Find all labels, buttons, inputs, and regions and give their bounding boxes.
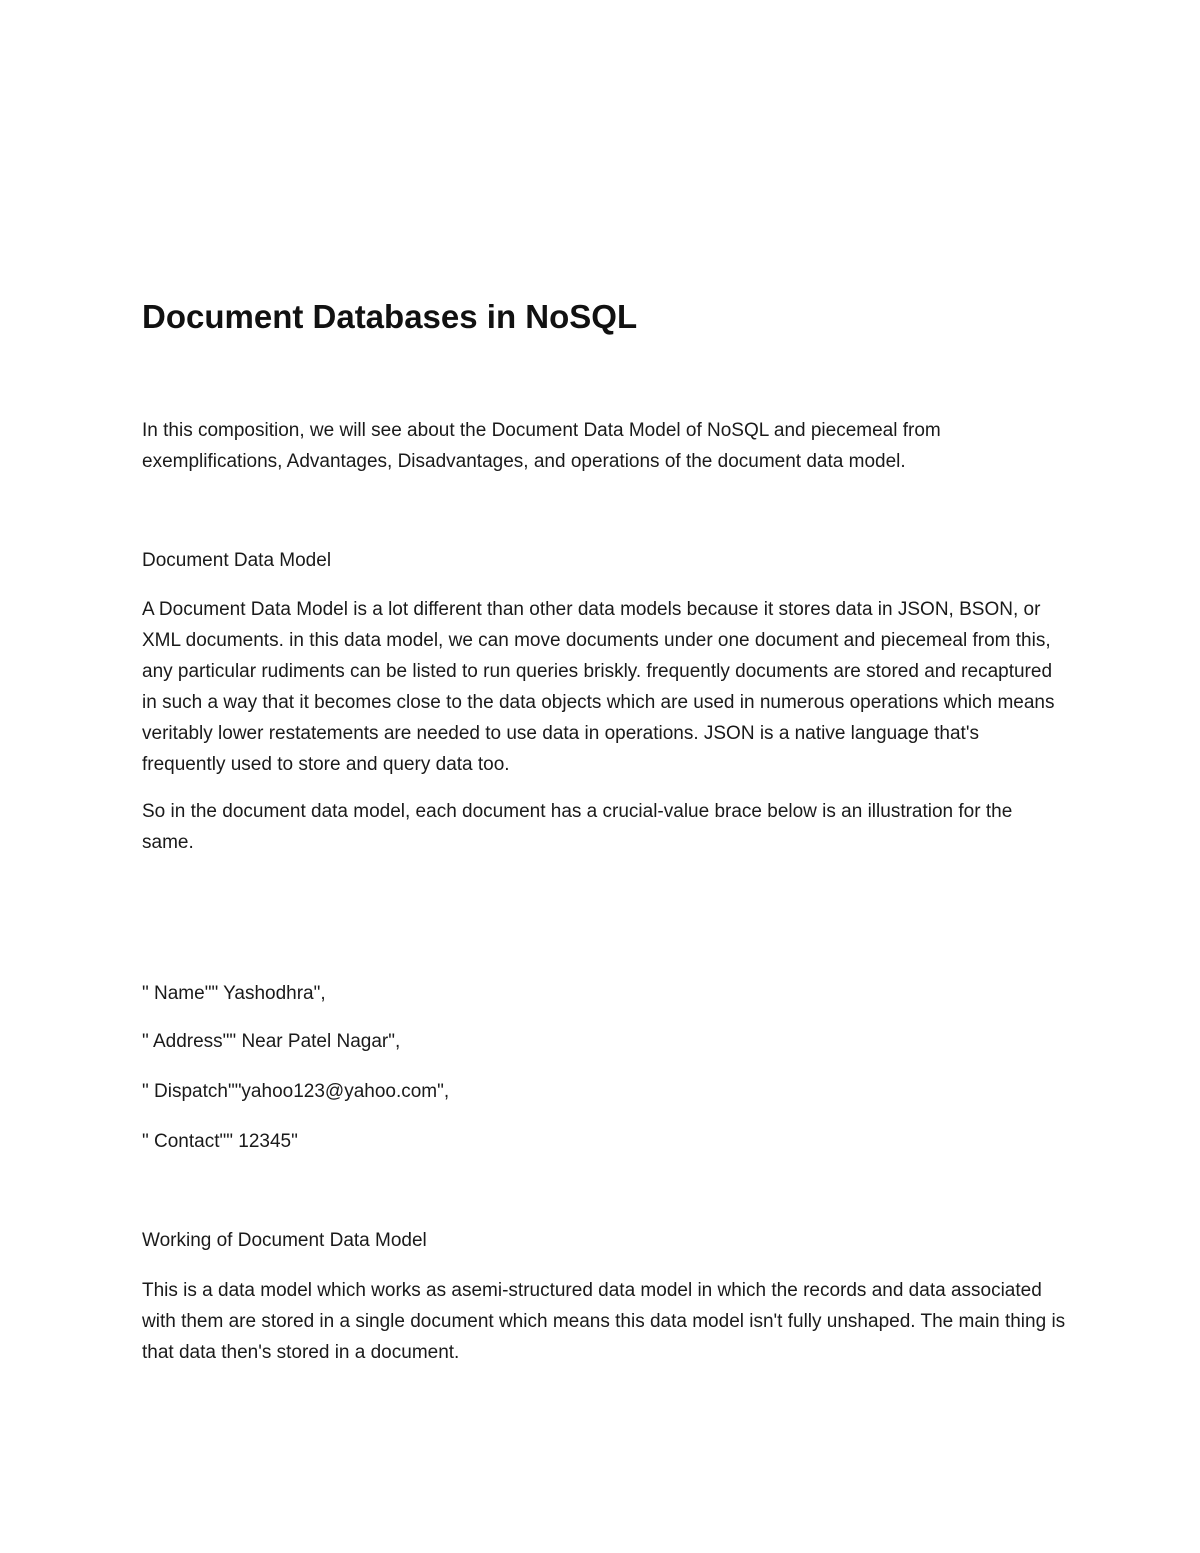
- section-heading-working: Working of Document Data Model: [142, 1230, 427, 1251]
- intro-paragraph: In this composition, we will see about the Document Data Model of NoSQL and piecemeal from exemplifications, Advantages, Disadvantages, and operations of the document data model.: [142, 420, 941, 472]
- document-data-model-paragraph: A Document Data Model is a lot different than other data models because it stores data in JSON, BSON, or XML documents. in this data model, we can move documents under one document and piecemeal from this, any particular rudiments can be listed to run queries briskly. frequently documents are stored and recaptured in such a way that it becomes close to the data objects which are used in numerous operations which means veritably lower restatements are needed to use data in operations. JSON is a native language that's frequently used to store and query data too.: [142, 599, 1055, 775]
- example-pair-contact: " Contact"" 12345": [142, 1131, 298, 1152]
- example-pair-dispatch: " Dispatch""yahoo123@yahoo.com",: [142, 1081, 450, 1102]
- example-pair-address: " Address"" Near Patel Nagar",: [142, 1031, 401, 1052]
- example-pair-name: " Name"" Yashodhra",: [142, 983, 326, 1004]
- document-title: Document Databases in NoSQL: [142, 298, 638, 335]
- section-heading-document-data-model: Document Data Model: [142, 550, 332, 571]
- key-value-intro-paragraph: So in the document data model, each document has a crucial-value brace below is an illustration for the same.: [142, 801, 1013, 853]
- working-paragraph: This is a data model which works as asemi-structured data model in which the records and data associated with them are stored in a single document which means this data model isn't fully unshaped. The main thing is that data then's stored in a document.: [142, 1280, 1066, 1363]
